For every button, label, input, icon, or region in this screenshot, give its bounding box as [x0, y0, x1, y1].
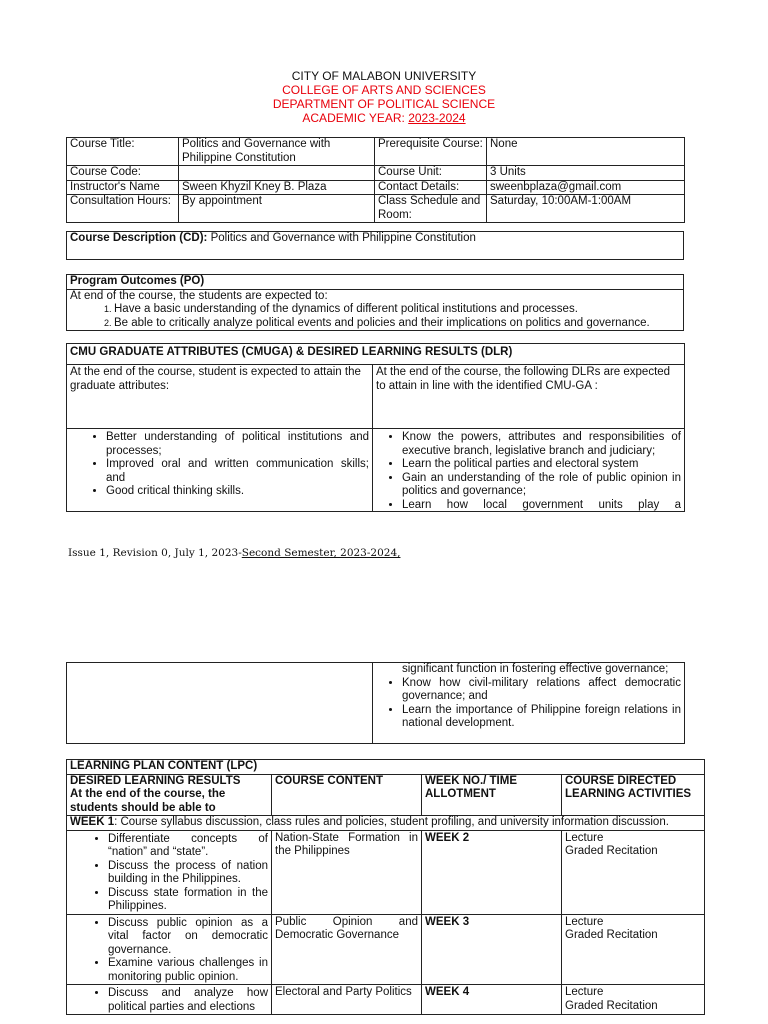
dlr-item: • Learn how local government units play a [402, 499, 681, 512]
course-title-label: Course Title: [67, 138, 179, 166]
instructor-name: Sween Khyzil Kney B. Plaza [179, 180, 375, 195]
week1-text: : Course syllabus discussion, class rules and policies, student profiling, and university information discussion. [114, 816, 669, 828]
result-item: • Differentiate concepts of “nation” and “state”. [108, 833, 268, 860]
activity-item: Lecture [565, 831, 604, 844]
program-outcome-item: 1. Have a basic understanding of the dynamics of different political institutions and processes. [114, 303, 680, 317]
course-info-table [66, 137, 685, 223]
graduate-attribute-item: • Better understanding of political institutions and processes; [106, 431, 369, 458]
schedule-label: Class Schedule and Room: [375, 195, 487, 223]
lpc-row-content: Public Opinion and Democratic Governance [272, 914, 422, 985]
course-description-table [66, 231, 684, 260]
university-name: CITY OF MALABON UNIVERSITY [291, 69, 477, 83]
schedule-value: Saturday, 10:00AM-1:00AM [487, 195, 685, 223]
program-outcomes-intro: At end of the course, the students are expected to: [70, 289, 328, 302]
lpc-row-week: WEEK 3 [422, 914, 562, 985]
results-list [70, 987, 268, 1014]
graduate-attributes-list [70, 431, 369, 499]
activity-item: Graded Recitation [565, 999, 658, 1012]
program-outcomes-body [67, 289, 684, 331]
college-name: COLLEGE OF ARTS AND SCIENCES [282, 83, 486, 97]
lpc-row-results [67, 830, 272, 914]
program-outcomes-list [70, 303, 680, 330]
course-description-text: Politics and Governance with Philippine Constitution [207, 232, 476, 244]
program-outcome-item: 2. Be able to critically analyze political events and policies and their implications on politics and governance. [114, 317, 680, 331]
course-description [67, 232, 684, 260]
cmuga-right-cell [373, 429, 685, 512]
lpc-col-content: COURSE CONTENT [272, 774, 422, 816]
instructor-label: Instructor's Name [67, 180, 179, 195]
lpc-heading: LEARNING PLAN CONTENT (LPC) [67, 760, 705, 775]
dlr-continued-list [376, 677, 681, 731]
department-name: DEPARTMENT OF POLITICAL SCIENCE [272, 97, 496, 111]
graduate-attribute-item: • Good critical thinking skills. [106, 485, 369, 499]
academic-year-label: ACADEMIC YEAR: [302, 111, 409, 125]
lpc-row-content: Electoral and Party Politics [272, 985, 422, 1015]
course-title: Politics and Governance with Philippine Constitution [179, 138, 375, 166]
lpc-col-results [67, 774, 272, 816]
lpc-col-week: WEEK NO./ TIME ALLOTMENT [422, 774, 562, 816]
consultation-label: Consultation Hours: [67, 195, 179, 223]
dlr-item: • Learn the importance of Philippine foreign relations in national development. [402, 704, 681, 731]
cmuga-continued-table [66, 662, 685, 744]
course-code [179, 166, 375, 181]
result-item: • Discuss state formation in the Philippines. [108, 887, 268, 914]
lpc-col-results-title: DESIRED LEARNING RESULTS [70, 774, 241, 787]
consultation-value: By appointment [179, 195, 375, 223]
lpc-col-activities: COURSE DIRECTED LEARNING ACTIVITIES [562, 774, 705, 816]
result-item: • Discuss the process of nation building in the Philippines. [108, 860, 268, 887]
result-item: • Examine various challenges in monitoring public opinion. [108, 957, 268, 984]
course-code-label: Course Code: [67, 166, 179, 181]
course-unit: 3 Units [487, 166, 685, 181]
result-item: • Discuss and analyze how political parties and elections [108, 987, 268, 1014]
results-list [70, 917, 268, 985]
cmuga-heading: CMU GRADUATE ATTRIBUTES (CMUGA) & DESIRED LEARNING RESULTS (DLR) [67, 344, 685, 365]
activity-item: Graded Recitation [565, 929, 658, 941]
academic-year-value: 2023-2024 [408, 111, 466, 125]
cmuga-continued-left [67, 663, 373, 744]
course-description-label: Course Description (CD): [70, 232, 208, 244]
contact-label: Contact Details: [375, 180, 487, 195]
dlr-item: • Gain an understanding of the role of public opinion in politics and governance; [402, 472, 681, 499]
lpc-row-activities [562, 830, 705, 914]
lpc-row-week: WEEK 2 [422, 830, 562, 914]
graduate-attribute-item: • Improved oral and written communication skills; and [106, 458, 369, 485]
result-item: • Discuss public opinion as a vital factor on democratic governance. [108, 917, 268, 958]
lpc-row-week: WEEK 4 [422, 985, 562, 1015]
lpc-col-results-sub: At the end of the course, the students should be able to [70, 788, 226, 814]
week1-label: WEEK 1 [70, 816, 115, 828]
cmuga-left-cell [67, 429, 373, 512]
dlr-item: • Learn the political parties and electoral system [402, 458, 681, 472]
activity-item: Lecture [565, 915, 604, 928]
cmuga-right-intro: At the end of the course, the following DLRs are expected to attain in line with the identified CMU-GA : [373, 365, 685, 429]
footer-semester: Second Semester, 2023-2024, [241, 547, 401, 559]
document-footer [68, 547, 400, 559]
lpc-row-activities [562, 914, 705, 985]
lpc-row-results [67, 985, 272, 1015]
activity-item: Graded Recitation [565, 845, 658, 857]
contact-value: sweenbplaza@gmail.com [487, 180, 685, 195]
program-outcomes-heading: Program Outcomes (PO) [67, 275, 684, 290]
activity-item: Lecture [565, 986, 604, 998]
program-outcomes-table [66, 274, 684, 331]
lpc-week1-row [67, 816, 705, 831]
cmuga-continued-right [373, 663, 685, 744]
dlr-list [376, 431, 681, 511]
prereq-label: Prerequisite Course: [375, 138, 487, 166]
dlr-continued-text: significant function in fostering effective governance; [402, 663, 669, 675]
lpc-row-content: Nation-State Formation in the Philippines [272, 830, 422, 914]
learning-plan-table [66, 759, 705, 1015]
lpc-row-activities [562, 985, 705, 1015]
cmuga-left-intro: At the end of the course, student is expected to attain the graduate attributes: [67, 365, 373, 429]
academic-year [0, 111, 768, 125]
dlr-item: • Know how civil-military relations affect democratic governance; and [402, 677, 681, 704]
lpc-row-results [67, 914, 272, 985]
course-unit-label: Course Unit: [375, 166, 487, 181]
footer-prefix: Issue 1, Revision 0, July 1, 2023- [68, 547, 242, 559]
results-list [70, 833, 268, 914]
dlr-item: • Know the powers, attributes and responsibilities of executive branch, legislative branch and judiciary; [402, 431, 681, 458]
cmuga-dlr-table [66, 343, 685, 512]
prereq-value: None [487, 138, 685, 166]
